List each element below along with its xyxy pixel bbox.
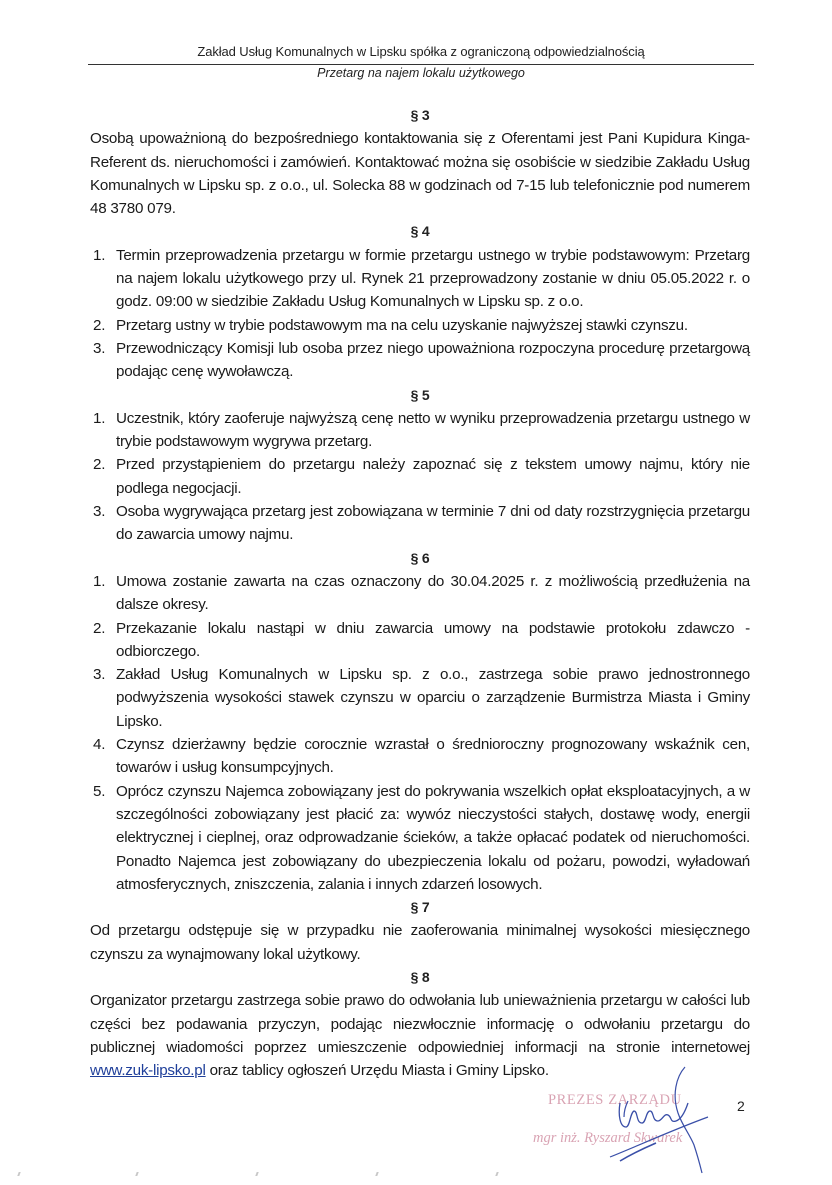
header-divider — [88, 64, 754, 65]
list-item-text: Przed przystąpieniem do przetargu należy zapoznać się z tekstem umowy najmu, który nie podlega negocjacji. — [116, 456, 750, 497]
stamp-name: mgr inż. Ryszard Skwarek — [533, 1130, 683, 1146]
list-item — [90, 453, 750, 500]
list-item — [90, 407, 750, 454]
header-subtitle: Przetarg na najem lokalu użytkowego — [317, 66, 525, 80]
list-item-text: Przekazanie lokalu nastąpi w dniu zawarcia umowy na podstawie protokołu zdawczo - odbiorczego. — [116, 619, 750, 660]
list-item-text: Uczestnik, który zaoferuje najwyższą cenę netto w wyniku przeprowadzenia przetargu ustnego w trybie podstawowym wygrywa przetarg. — [116, 409, 750, 451]
list-item — [90, 244, 750, 314]
section-7-text: Od przetargu odstępuje się w przypadku nie zaoferowania minimalnej wysokości miesięcznego czynszu za wynajmowany lokal użytkowy. — [90, 922, 750, 963]
website-link[interactable]: www.zuk-lipsko.pl — [90, 1062, 206, 1080]
list-item — [90, 733, 750, 780]
page-number: 2 — [737, 1098, 745, 1114]
list-item-text: Umowa zostanie zawarta na czas oznaczony do 30.04.2025 r. z możliwością przedłużenia na dalsze okresy. — [116, 572, 750, 614]
list-item-number: 2. — [93, 456, 106, 474]
list-item-text: Termin przeprowadzenia przetargu w formie przetargu ustnego w trybie podstawowym: Przetarg na najem lokalu użytkowego przy ul. Rynek 21 przeprowadzony zostanie w dniu 05.05.2022 r. o godz. 09:00 w siedzibie Zakładu Usług Komunalnych w Lipsku sp. z o.o. — [116, 246, 750, 311]
list-item — [90, 337, 750, 384]
list-item-number: 2. — [93, 619, 106, 637]
list-item-number: 4. — [93, 736, 106, 754]
scan-marks — [0, 1172, 832, 1180]
section-8-text-after-link: oraz tablicy ogłoszeń Urzędu Miasta i Gminy Lipsko. — [205, 1062, 549, 1080]
list-item — [90, 780, 750, 896]
list-item-number: 1. — [93, 409, 106, 427]
list-item-text: Zakład Usług Komunalnych w Lipsku sp. z o.o., zastrzega sobie prawo jednostronnego podwyższenia wysokości stawek czynszu w oparciu o zarządzenie Burmistrza Miasta i Gminy Lipsko. — [116, 666, 750, 730]
list-item-number: 2. — [93, 316, 106, 334]
list-item-number: 3. — [93, 503, 106, 521]
list-item-text: Przetarg ustny w trybie podstawowym ma na celu uzyskanie najwyższej stawki czynszu. — [116, 316, 688, 334]
list-item — [90, 314, 750, 337]
list-item — [90, 500, 750, 547]
list-item-number: 3. — [93, 339, 106, 357]
list-item-number: 1. — [93, 246, 106, 264]
list-item-text: Oprócz czynszu Najemca zobowiązany jest do pokrywania wszelkich opłat eksploatacyjnych, a w szczególności zobowiązany jest płacić za: wywóz nieczystości stałych, dostawę wody, energii elektrycznej i cieplnej, oraz odprowadzanie ścieków, a także opłacać podatek od nieruchomości. Ponadto Najemca jest zobowiązany do ubezpieczenia lokalu od pożaru, powodzi, wyładowań atmosferycznych, zniszczenia, zalania i innych zdarzeń losowych. — [116, 782, 750, 893]
section-8-text-before-link: Organizator przetargu zastrzega sobie prawo do odwołania lub unieważnienia przetargu w całości lub części bez podawania przyczyn, podając niezwłocznie informację o odwołaniu przetargu do publicznej wiadomości poprzez umieszczenie odpowiedniej informacji na stronie internetowej — [90, 992, 750, 1056]
section-5-title: § 5 — [410, 386, 430, 403]
list-item — [90, 663, 750, 733]
stamp-title: PREZES ZARZĄDU — [548, 1092, 682, 1108]
list-item-number: 5. — [93, 782, 106, 800]
list-item-text: Przewodniczący Komisji lub osoba przez niego upoważniona rozpoczyna procedurę przetargową podając cenę wywoławczą. — [116, 339, 750, 381]
section-3-title: § 3 — [410, 107, 430, 123]
signature-icon — [590, 1065, 730, 1185]
section-4-title: § 4 — [410, 223, 430, 240]
document-body — [90, 104, 750, 1082]
list-item — [90, 570, 750, 617]
section-7-title: § 7 — [410, 899, 430, 916]
section-6-title: § 6 — [410, 549, 430, 566]
list-item-text: Osoba wygrywająca przetarg jest zobowiązana w terminie 7 dni od daty rozstrzygnięcia przetargu do zawarcia umowy najmu. — [116, 503, 750, 544]
list-item — [90, 617, 750, 664]
list-item-number: 3. — [93, 666, 106, 684]
list-item-text: Czynsz dzierżawny będzie corocznie wzrastał o średnioroczny prognozowany wskaźnik cen, towarów i usług konsumpcyjnych. — [116, 736, 750, 777]
header-organization: Zakład Usług Komunalnych w Lipsku spółka z ograniczoną odpowiedzialnością — [197, 44, 645, 59]
section-3-text: Osobą upoważnioną do bezpośredniego kontaktowania się z Oferentami jest Pani Kupidura Kinga- Referent ds. nieruchomości i zamówień. Kontaktować można się osobiście w siedzibie Zakładu Usług Komunalnych w Lipsku sp. z o.o., ul. Solecka 88 w godzinach od 7-15 lub telefonicznie pod numerem 48 3780 079. — [90, 130, 750, 218]
list-item-number: 1. — [93, 572, 106, 590]
section-4-list — [90, 244, 750, 384]
section-5-list — [90, 407, 750, 547]
section-8-title: § 8 — [410, 968, 430, 985]
section-6-list — [90, 570, 750, 896]
